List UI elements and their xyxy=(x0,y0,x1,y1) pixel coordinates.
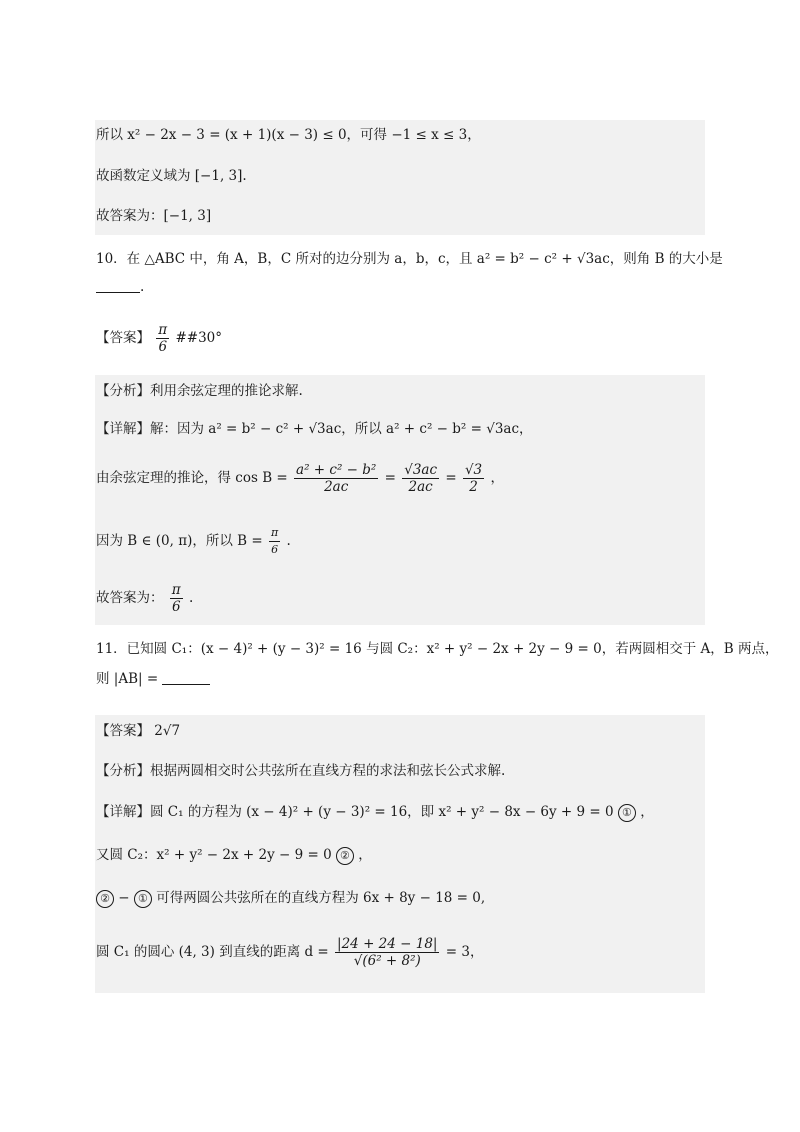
q11-answer-blank xyxy=(162,670,210,685)
q10-answer-fraction xyxy=(156,322,169,355)
q11-stem-2-text: 则 |AB| = xyxy=(96,671,159,687)
q11-detail-2-end: ， xyxy=(358,847,372,863)
q10-fraction-2 xyxy=(402,462,439,495)
q9-detail-line-2: 故函数定义域为 [−1, 3]. xyxy=(96,168,247,184)
q10-detail-3-fraction xyxy=(269,525,280,558)
q10-final-fraction xyxy=(170,582,183,615)
q10-stem: 10．在 △ABC 中，角 A，B，C 所对的边分别为 a，b，c，且 a² = b² − c² + √3ac，则角 B 的大小是 xyxy=(96,251,723,267)
q10-blank xyxy=(96,278,144,296)
q10-final-end: . xyxy=(188,590,194,606)
q10-answer-num: π xyxy=(158,322,168,338)
q10-fraction-1-num: a² + c² − b² xyxy=(296,462,377,478)
q10-detail-3-pre: 因为 B ∈ (0, π)，所以 B = xyxy=(96,533,263,549)
q10-detail-line-3 xyxy=(96,525,291,558)
q10-fraction-2-den: 2ac xyxy=(408,479,433,495)
q10-answer-label: 【答案】 xyxy=(96,330,150,346)
q10-stem-end: . xyxy=(140,279,145,295)
q11-detail-3-text: 可得两圆公共弦所在的直线方程为 6x + 8y − 18 = 0, xyxy=(156,890,486,906)
q9-detail-line-1: 所以 x² − 2x − 3 = (x + 1)(x − 3) ≤ 0，可得 −1 ≤ x ≤ 3， xyxy=(96,127,481,143)
q11-detail-4-pre: 圆 C₁ 的圆心 (4, 3) 到直线的距离 d = xyxy=(96,944,329,960)
equation-marker-1b: ① xyxy=(134,890,152,908)
q10-answer-tail: ##30° xyxy=(175,330,223,346)
q11-detail-line-2 xyxy=(96,846,372,865)
q11-answer-label: 【答案】 xyxy=(96,723,150,739)
q10-final-pre: 故答案为： xyxy=(96,590,164,606)
q11-detail-1-text: 【详解】圆 C₁ 的方程为 (x − 4)² + (y − 3)² = 16，即 x² + y² − 8x − 6y + 9 = 0 xyxy=(96,804,614,820)
q10-detail-line-1: 【详解】解：因为 a² = b² − c² + √3ac，所以 a² + c² − b² = √3ac， xyxy=(96,421,533,437)
q11-detail-line-1 xyxy=(96,803,654,822)
q10-final-answer xyxy=(96,582,193,615)
q11-distance-fraction xyxy=(335,936,439,969)
q10-detail-line-2: 由余弦定理的推论，得 cos B = $\frac{\text{a² + c² − b²}}{2ac}$ = $\frac{√3ac}{2ac}$ = $\frac{√3}{2}$ ， xyxy=(96,462,504,495)
q10-detail-2-pre: 由余弦定理的推论，得 cos B = xyxy=(96,470,288,486)
q11-analysis: 【分析】根据两圆相交时公共弦所在直线方程的求法和弦长公式求解. xyxy=(96,763,506,779)
q11-distance-num: |24 + 24 − 18| xyxy=(337,936,438,952)
q11-stem-line-1: 11．已知圆 C₁：(x − 4)² + (y − 3)² = 16 与圆 C₂：x² + y² − 2x + 2y − 9 = 0，若两圆相交于 A，B 两点， xyxy=(96,641,779,657)
q11-answer xyxy=(96,722,180,740)
q11-detail-line-3 xyxy=(96,889,485,908)
equation-marker-2b: ② xyxy=(96,890,114,908)
q10-answer-den: 6 xyxy=(158,339,168,355)
q10-detail-2-end: ， xyxy=(490,470,504,486)
q10-fraction-1 xyxy=(294,462,378,495)
q10-fraction-3-num: √3 xyxy=(464,462,483,478)
q10-fraction-1-den: 2ac xyxy=(324,479,349,495)
equation-marker-1: ① xyxy=(618,804,636,822)
q10-detail-3-end: . xyxy=(286,533,291,549)
q11-detail-4-end: = 3， xyxy=(445,944,484,960)
q10-detail-3-num: π xyxy=(269,525,280,542)
q10-fraction-2-num: √3ac xyxy=(404,462,438,478)
q11-detail-line-4 xyxy=(96,936,483,969)
q10-fraction-3-den: 2 xyxy=(469,479,478,495)
q10-analysis: 【分析】利用余弦定理的推论求解. xyxy=(96,383,303,399)
q11-detail-3-minus: − xyxy=(118,890,130,906)
q11-distance-den: √(6² + 8²) xyxy=(353,953,421,969)
q11-detail-2-text: 又圆 C₂：x² + y² − 2x + 2y − 9 = 0 xyxy=(96,847,332,863)
q11-answer-value: 2√7 xyxy=(154,723,181,739)
q11-stem-line-2 xyxy=(96,670,210,688)
q11-detail-1-end: ， xyxy=(640,804,654,820)
q10-answer xyxy=(96,322,222,355)
equation-marker-2: ② xyxy=(336,847,354,865)
q10-fraction-3 xyxy=(463,462,484,495)
q10-final-num: π xyxy=(171,582,181,598)
q10-detail-3-den: 6 xyxy=(271,543,279,556)
q9-final-answer: 故答案为：[−1, 3] xyxy=(96,208,212,224)
q10-final-den: 6 xyxy=(171,599,181,615)
